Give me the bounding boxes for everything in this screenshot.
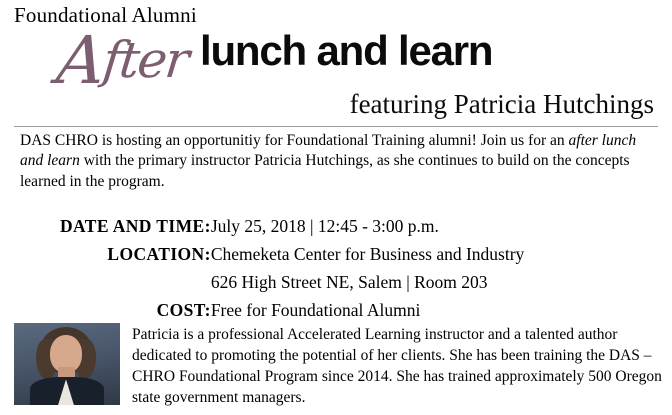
script-title-rest: fter: [100, 31, 191, 90]
intro-emphasis: after lunch and learn: [20, 132, 637, 170]
flyer-header: [14, 0, 658, 122]
event-details: [60, 214, 658, 325]
script-capital-a: A: [53, 22, 108, 100]
table-row: [60, 270, 524, 298]
presenter-bio: [14, 323, 662, 409]
intro-text-part2: with the primary instructor Patricia Hutchings, as she continues to build on the concepts learned in the program.: [20, 152, 630, 190]
title-row: [14, 22, 658, 100]
detail-label-location-spacer: [60, 270, 211, 298]
featuring-line: featuring Patricia Hutchings: [349, 89, 654, 120]
detail-value-date: July 25, 2018 | 12:45 - 3:00 p.m.: [210, 216, 439, 237]
detail-label-date: DATE AND TIME:: [60, 216, 211, 237]
table-row: [60, 214, 524, 242]
intro-text-part1: DAS CHRO is hosting an opportunitiy for Foundational Training alumni! Join us for an: [20, 132, 569, 149]
detail-value-location: Chemeketa Center for Business and Industry: [210, 244, 525, 265]
main-title: lunch and learn: [200, 27, 493, 75]
intro-paragraph: [20, 131, 656, 192]
header-divider: [14, 126, 658, 127]
event-details-table: [60, 214, 524, 325]
detail-label-cost: COST:: [156, 299, 211, 320]
detail-value-location-line2: 626 High Street NE, Salem | Room 203: [210, 272, 488, 293]
table-row: [60, 298, 524, 326]
script-title-after: [53, 22, 192, 100]
table-row: [60, 242, 524, 270]
detail-value-cost: Free for Foundational Alumni: [210, 299, 421, 320]
presenter-photo: [14, 323, 120, 405]
presenter-bio-text: Patricia is a professional Accelerated Learning instructor and a talented author dedicated to promoting the potential of her clients. She has been training the DAS – CHRO Foundational Program since 2014. She has trained approximately 500 Oregon state government managers.: [132, 326, 662, 407]
detail-label-location: LOCATION:: [107, 244, 211, 265]
kicker-text: Foundational Alumni: [14, 3, 197, 27]
